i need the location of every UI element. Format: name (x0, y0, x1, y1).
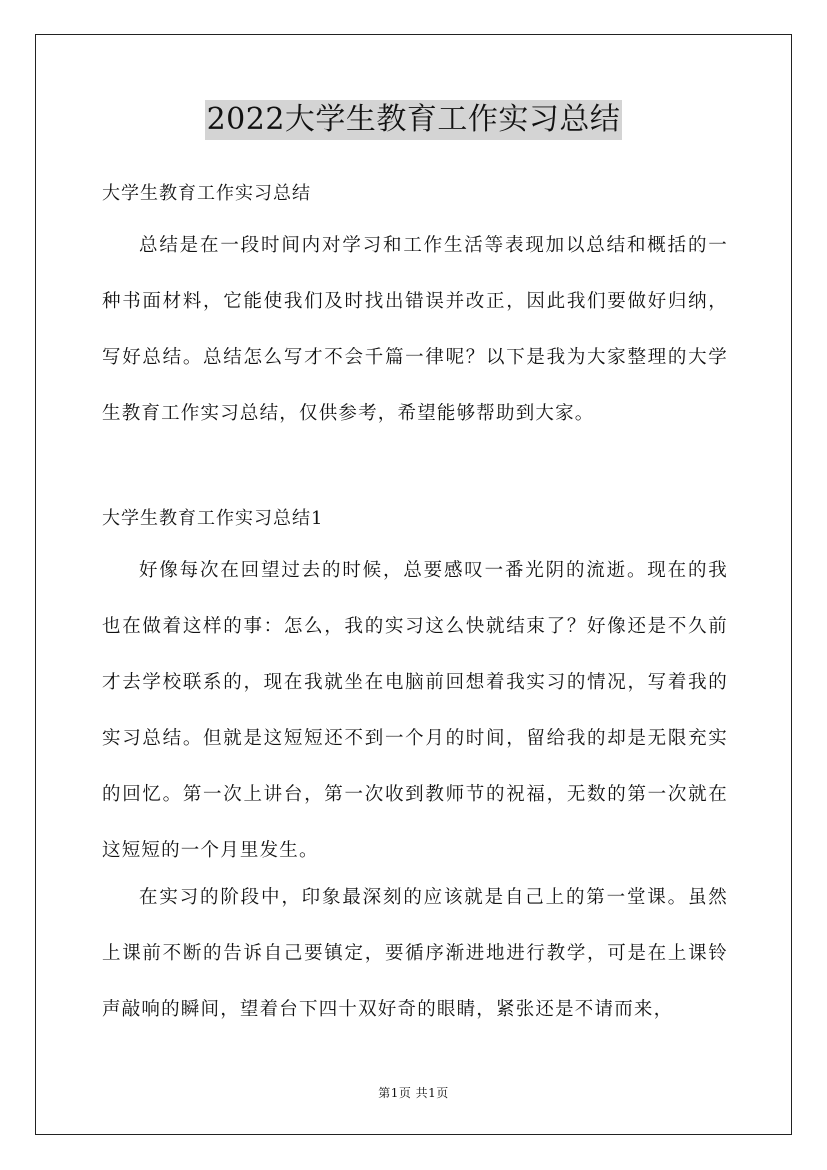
page-number-footer: 第1页 共1页 (378, 1086, 449, 1100)
intro-heading: 大学生教育工作实习总结 (102, 183, 311, 204)
title-wrapper (0, 100, 827, 140)
section1-paragraph-2: 在实习的阶段中，印象最深刻的应该就是自己上的第一堂课。虽然上课前不断的告诉自己要镇定，要循序渐进地进行教学，可是在上课铃声敲响的瞬间，望着台下四十双好奇的眼睛，紧张还是不请而来， (102, 887, 728, 1020)
section1-paragraph-1: 好像每次在回望过去的时候，总要感叹一番光阴的流逝。现在的我也在做着这样的事：怎么，我的实习这么快就结束了？好像还是不久前才去学校联系的，现在我就坐在电脑前回想着我实习的情况，写着我的实习总结。但就是这短短还不到一个月的时间，留给我的却是无限充实的回忆。第一次上讲台，第一次收到教师节的祝福，无数的第一次就在这短短的一个月里发生。 (102, 560, 728, 861)
intro-paragraph: 总结是在一段时间内对学习和工作生活等表现加以总结和概括的一种书面材料，它能使我们及时找出错误并改正，因此我们要做好归纳，写好总结。总结怎么写才不会千篇一律呢？以下是我为大家整理的大学生教育工作实习总结，仅供参考，希望能够帮助到大家。 (102, 235, 728, 424)
section1-heading: 大学生教育工作实习总结1 (102, 508, 324, 529)
document-title: 2022大学生教育工作实习总结 (205, 100, 623, 140)
